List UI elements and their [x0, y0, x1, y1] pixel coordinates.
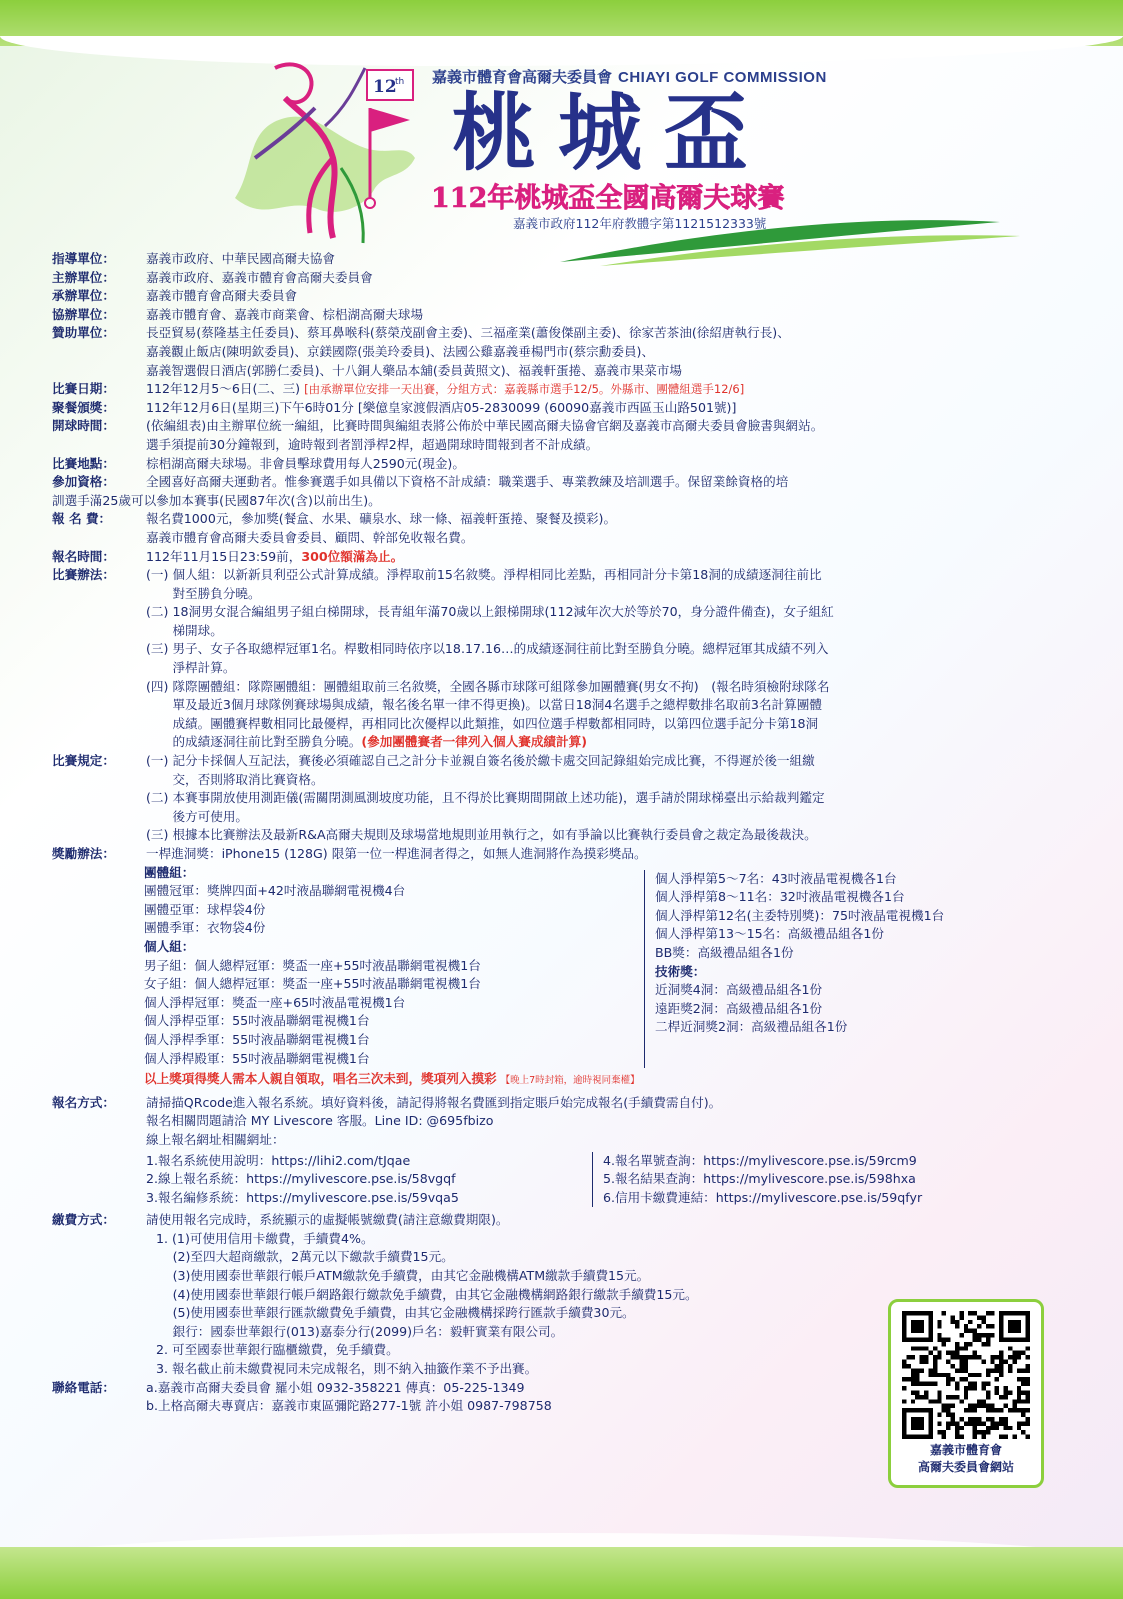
item-number: (二) — [146, 604, 173, 620]
award-heading: 個人組： — [144, 938, 195, 954]
awards-notice: 以上獎項得獎人需本人親自領取，唱名三次未到，獎項列入摸彩 — [144, 1071, 497, 1087]
item-line: 隊際團體組：隊際團體組：團體組取前三名敘獎，全國各縣市球隊可組隊參加團體賽(男女不拘) (報名時須檢附球隊名 — [172, 678, 830, 694]
urls-left — [146, 1152, 586, 1208]
awards-left — [144, 864, 644, 1069]
info-line: 嘉義市體育會高爾夫委員會 — [146, 288, 298, 304]
banquet-text: 112年12月6日(星期三)下午6時01分 [樂億皇家渡假酒店05-2830099 (60090嘉義市西區玉山路501號)] — [146, 399, 737, 415]
label: 報名時間： — [52, 548, 115, 564]
registration-url: 3.報名編修系統：https://mylivescore.pse.is/59vqa5 — [146, 1189, 459, 1205]
award-item: 團體冠軍：獎牌四面+42吋液晶聯網電視機4台 — [144, 883, 406, 899]
row-fee — [52, 510, 1072, 547]
label: 參加資格： — [52, 474, 115, 490]
item-text — [172, 678, 1072, 752]
award-item: 個人淨桿殿軍：55吋液晶聯網電視機1台 — [144, 1050, 370, 1066]
golfer-logo — [215, 48, 435, 258]
fee-line: 嘉義市體育會高爾夫委員會委員、顧問、幹部免收報名費。 — [146, 529, 474, 545]
eligibility-line: 全國喜好高爾夫運動者。惟參賽選手如具備以下資格不計成績：職業選手、專業教練及培訓選手。保留業餘資格的培 — [146, 474, 789, 490]
item-highlight: (參加團體賽者一律列入個人賽成績計算) — [361, 734, 587, 750]
item-line: 對至勝負分曉。 — [172, 585, 261, 601]
edition-mark: 12 — [373, 77, 397, 97]
registration-url: 2.線上報名系統：https://mylivescore.pse.is/58vgqf — [146, 1171, 456, 1187]
label: 比賽辦法： — [52, 567, 115, 583]
reg-time-text: 112年11月15日23:59前， — [146, 548, 302, 564]
subtitle: 112年桃城盃全國高爾夫球賽 — [431, 183, 785, 214]
payment-item: 3. 報名截止前未繳費視同未完成報名，則不納入抽籤作業不予出賽。 — [156, 1361, 538, 1377]
item-line: 成績。團體賽桿數相同比最優桿，再相同比次優桿以此類推，如四位選手桿數都相同時，以第四位選手記分卡第18洞 — [172, 715, 819, 731]
label: 協辦單位： — [52, 306, 115, 322]
info-rows — [52, 250, 1072, 380]
item-text — [172, 826, 1072, 845]
item-number: (一) — [146, 567, 173, 583]
item-number: (三) — [146, 827, 173, 843]
dates-note: [由承辦單位安排一天出賽，分組方式：嘉義縣市選手12/5。外縣市、團體組選手12/6] — [304, 382, 745, 397]
qr-caption-line2: 高爾夫委員會網站 — [917, 1460, 1014, 1474]
fee-line: 報名費1000元，參加獎(餐盒、水果、礦泉水、球一條、福義軒蛋捲、聚餐及摸彩)。 — [146, 511, 617, 527]
item-number: (四) — [146, 678, 173, 694]
label: 比賽規定： — [52, 753, 115, 769]
svg-text:th: th — [395, 77, 405, 87]
label: 比賽地點： — [52, 455, 115, 471]
award-item: 個人淨桿第13～15名：高級禮品組各1份 — [655, 926, 884, 942]
item-line: 記分卡採個人互記法，賽後必須確認自己之計分卡並親自簽名後於繳卡處交回記錄組始完成比賽，不得遲於後一組繳 — [172, 753, 815, 769]
item-line: 個人組：以新新貝利亞公式計算成績。淨桿取前15名敘獎。淨桿相同比差點，再相同計分卡第18洞的成績逐洞往前比 — [172, 567, 822, 583]
award-item: 個人淨桿第12名(主委特別獎)：75吋液晶電視機1台 — [655, 907, 945, 923]
award-item: 個人淨桿冠軍：獎盃一座+65吋液晶電視機1台 — [144, 994, 406, 1010]
awards-notice-small: 【晚上7時封箱，逾時視同棄權】 — [500, 1075, 640, 1087]
label: 贊助單位： — [52, 325, 115, 341]
payment-item: (3)使用國泰世華銀行帳戶ATM繳款免手續費，由其它金融機構ATM繳款手續費15元。 — [156, 1268, 650, 1284]
registration-line: 請掃描QRcode進入報名系統。填好資料後，請記得將報名費匯到指定賬戶始完成報名(手續費需自付)。 — [146, 1094, 722, 1110]
header — [0, 0, 1123, 260]
payment-item: (2)至四大超商繳款，2萬元以下繳款手續費15元。 — [156, 1249, 454, 1265]
item-line-wrap — [172, 733, 1072, 752]
registration-url: 4.報名單號查詢：https://mylivescore.pse.is/59rcm9 — [603, 1152, 917, 1168]
label: 承辦單位： — [52, 288, 115, 304]
info-line: 嘉義市體育會、嘉義市商業會、棕梠湖高爾夫球場 — [146, 306, 424, 322]
format-item — [146, 640, 1072, 677]
info-line: 嘉義市政府、中華民國高爾夫協會 — [146, 251, 335, 266]
reg-time-highlight: 300位額滿為止。 — [301, 548, 404, 564]
commission-zh: 嘉義市體育會高爾夫委員會 — [432, 68, 613, 86]
item-line: 本賽事開放使用測距儀(需關閉測風測坡度功能，且不得於比賽期間開啟上述功能)，選手請於開球梯臺出示給裁判鑑定 — [172, 790, 825, 806]
award-item: 團體季軍：衣物袋4份 — [144, 920, 266, 936]
label: 獎勵辦法： — [52, 846, 115, 861]
rules-items — [146, 752, 1072, 845]
bottom-green-band — [0, 1547, 1123, 1599]
teeoff-line: 選手須提前30分鐘報到，逾時報到者罰淨桿2桿，超過開球時間報到者不計成績。 — [146, 436, 599, 452]
item-line: 交，否則將取消比賽資格。 — [172, 771, 324, 787]
label: 聚餐頒獎： — [52, 399, 115, 415]
row-eligibility — [52, 473, 1072, 510]
award-item: 個人淨桿第8～11名：32吋液晶電視機各1台 — [655, 889, 905, 905]
label: 主辦單位： — [52, 269, 115, 285]
info-line: 嘉義智選假日酒店(郭勝仁委員)、十八銅人藥品本舖(委員黃照文)、福義軒蛋捲、嘉義市果菜市場 — [146, 362, 682, 378]
doc-number: 嘉義市政府112年府教體字第1121512333號 — [513, 216, 767, 231]
format-item — [146, 566, 1072, 603]
venue-text: 棕梠湖高爾夫球場。非會員擊球費用每人2590元(現金)。 — [146, 455, 465, 471]
label: 報 名 費： — [52, 511, 112, 527]
dates-text: 112年12月5～6日(二、三) — [146, 381, 301, 397]
award-item: 二桿近洞獎2洞：高級禮品組各1份 — [655, 1019, 848, 1035]
hole-in-one-award: 一桿進洞獎：iPhone15 (128G) 限第一位一桿進洞者得之，如無人進洞將作為摸彩獎品。 — [146, 846, 647, 861]
item-line: 單及最近3個月球隊例賽球場與成績，報名後名單一律不得更換)。以當日18洞4名選手之總桿數排名取前3名計算團體 — [172, 697, 822, 713]
row-rules — [52, 752, 1072, 845]
format-items — [146, 566, 1072, 752]
rules-item — [146, 826, 1072, 845]
rules-item — [146, 752, 1072, 789]
row-banquet — [52, 399, 1072, 418]
value — [146, 287, 1072, 306]
registration-url: 6.信用卡繳費連結：https://mylivescore.pse.is/59qfyr — [603, 1189, 923, 1205]
info-row — [52, 269, 1072, 288]
registration-line: 報名相關問題請洽 MY Livescore 客服。Line ID: @695fbizo — [146, 1113, 494, 1129]
registration-url: 5.報名結果查詢：https://mylivescore.pse.is/598hxa — [603, 1171, 916, 1187]
info-row — [52, 324, 1072, 380]
item-line: 後方可使用。 — [172, 808, 248, 824]
item-text — [172, 603, 1072, 640]
label: 比賽日期： — [52, 381, 115, 397]
award-item: 個人淨桿第5～7名：43吋液晶電視機各1台 — [655, 870, 897, 886]
item-number: (一) — [146, 753, 173, 769]
format-item — [146, 603, 1072, 640]
label: 聯絡電話： — [52, 1379, 115, 1395]
payment-item: (5)使用國泰世華銀行匯款繳費免手續費，由其它金融機構採跨行匯款手續費30元。 — [156, 1305, 635, 1321]
row-venue — [52, 455, 1072, 474]
main-title: 桃城盃 — [452, 83, 771, 182]
item-text — [172, 640, 1072, 677]
value — [146, 250, 1072, 269]
teeoff-line: (依編組表)由主辦單位統一編組，比賽時間與編組表將公佈於中華民國高爾夫協會官網及嘉義市高爾夫委員會臉書與網站。 — [146, 418, 824, 434]
award-heading: 技術獎： — [655, 963, 706, 979]
awards-notice-row — [144, 1070, 1072, 1091]
payment-item: 1. (1)可使用信用卡繳費，手續費4%。 — [156, 1230, 374, 1246]
value — [146, 306, 1072, 325]
item-line: 男子、女子各取總桿冠軍1名。桿數相同時依序以18.17.16…的成績逐洞往前比對至勝負分曉。總桿冠軍其成績不列入 — [172, 641, 829, 657]
contact-line: b.上格高爾夫專賣店：嘉義市東區彌陀路277-1號 許小姐 0987-798758 — [146, 1398, 552, 1414]
row-dates — [52, 380, 1072, 399]
award-item: 個人淨桿季軍：55吋液晶聯網電視機1台 — [144, 1031, 370, 1047]
registration-line: 線上報名網址相關網址： — [146, 1131, 285, 1147]
info-line: 嘉義觀止飯店(陳明欽委員)、京鎂國際(張美玲委員)、法國公雞嘉義垂楊門市(蔡宗勳委員)、 — [146, 343, 655, 359]
registration-url: 1.報名系統使用說明：https://lihi2.com/tJqae — [146, 1152, 411, 1168]
qr-code-box[interactable] — [888, 1299, 1044, 1488]
urls-right — [592, 1152, 922, 1208]
award-item: 近洞獎4洞：高級禮品組各1份 — [655, 982, 823, 998]
value — [146, 269, 1072, 288]
award-item: 遠距獎2洞：高級禮品組各1份 — [655, 1000, 823, 1016]
award-heading: 團體組： — [144, 864, 195, 880]
payment-item: 2. 可至國泰世華銀行臨櫃繳費，免手續費。 — [156, 1342, 399, 1358]
award-item: 女子組：個人總桿冠軍：獎盃一座+55吋液晶聯網電視機1台 — [144, 976, 481, 992]
format-item — [146, 678, 1072, 752]
eligibility-line: 訓選手滿25歲可以參加本賽事(民國87年次(含)以前出生)。 — [52, 492, 381, 508]
row-format — [52, 566, 1072, 752]
label: 繳費方式： — [52, 1212, 115, 1228]
awards-columns — [144, 864, 1072, 1069]
item-number: (三) — [146, 641, 173, 657]
item-text — [172, 752, 1072, 789]
awards-right — [644, 870, 944, 1069]
registration-urls — [146, 1152, 1072, 1208]
row-awards — [52, 845, 1072, 864]
qr-caption-line1: 嘉義市體育會 — [929, 1443, 1002, 1457]
award-item: BB獎：高級禮品組各1份 — [655, 944, 794, 960]
payment-item: 銀行：國泰世華銀行(013)嘉泰分行(2099)戶名：毅軒實業有限公司。 — [156, 1323, 564, 1339]
commission-en: CHIAYI GOLF COMMISSION — [618, 69, 827, 86]
item-line: 的成績逐洞往前比對至勝負分曉。 — [172, 734, 362, 750]
value — [146, 324, 1072, 380]
row-teeoff — [52, 417, 1072, 454]
info-line: 嘉義市政府、嘉義市體育會高爾夫委員會 — [146, 269, 373, 285]
payment-item: (4)使用國泰世華銀行帳戶網路銀行繳款免手續費，由其它金融機構網路銀行繳款手續費15元。 — [156, 1286, 698, 1302]
info-row — [52, 306, 1072, 325]
label: 開球時間： — [52, 418, 115, 434]
item-line: 根據本比賽辦法及最新R&A高爾夫規則及球場當地規則並用執行之，如有爭論以比賽執行委員會之裁定為最後裁決。 — [172, 827, 817, 843]
payment-intro: 請使用報名完成時，系統顯示的虛擬帳號繳費(請注意繳費期限)。 — [146, 1212, 509, 1228]
contact-line: a.嘉義市高爾夫委員會 羅小姐 0932-358221 傳真：05-225-1349 — [146, 1379, 525, 1395]
item-text — [172, 566, 1072, 603]
award-item: 男子組：個人總桿冠軍：獎盃一座+55吋液晶聯網電視機1台 — [144, 957, 481, 973]
label: 報名方式： — [52, 1094, 115, 1110]
label: 指導單位： — [52, 251, 115, 266]
item-text — [172, 789, 1072, 826]
qr-caption — [891, 1442, 1041, 1476]
content — [52, 250, 1072, 1416]
qr-code-icon[interactable] — [902, 1311, 1030, 1439]
award-item: 個人淨桿亞軍：55吋液晶聯網電視機1台 — [144, 1013, 370, 1029]
row-registration — [52, 1094, 1072, 1208]
item-line: 淨桿計算。 — [172, 660, 236, 676]
info-line: 長亞貿易(蔡隆基主任委員)、蔡耳鼻喉科(蔡榮茂副會主委)、三福產業(蕭俊傑副主委)、徐家苦茶油(徐紹唐執行長)、 — [146, 325, 790, 341]
award-item: 團體亞軍：球桿袋4份 — [144, 901, 266, 917]
info-row — [52, 250, 1072, 269]
rules-item — [146, 789, 1072, 826]
info-row — [52, 287, 1072, 306]
item-line: 梯開球。 — [172, 622, 223, 638]
row-reg-time — [52, 548, 1072, 567]
item-line: 18洞男女混合編組男子組白梯開球，長青組年滿70歲以上銀梯開球(112減年次大於等於70，身分證件備查)，女子組紅 — [172, 604, 834, 620]
item-number: (二) — [146, 790, 173, 806]
